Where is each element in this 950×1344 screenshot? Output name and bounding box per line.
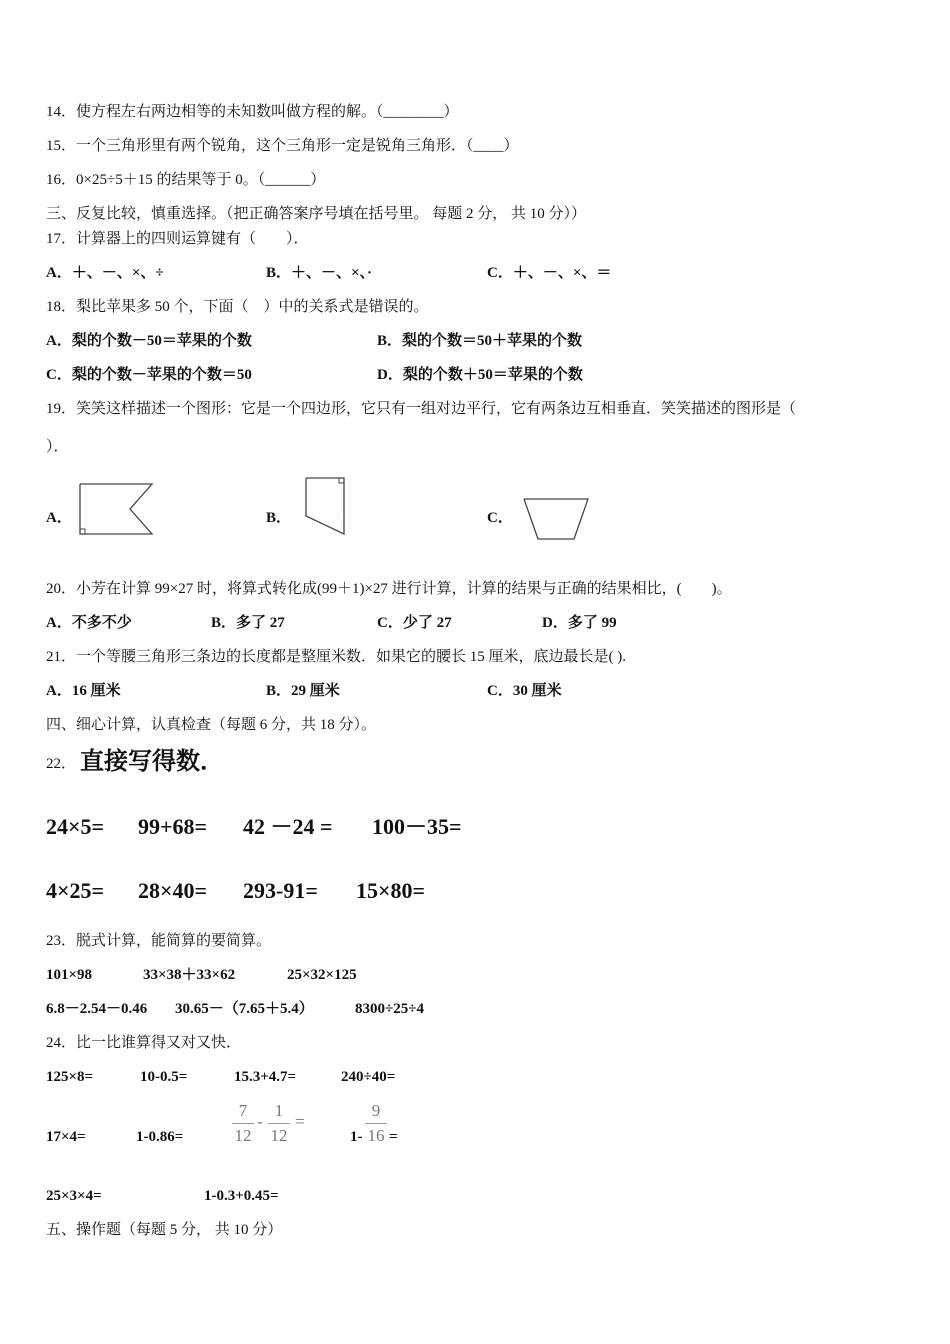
fraction <box>232 1101 254 1146</box>
denominator: 12 <box>270 1126 288 1145</box>
q19-option-a: A． <box>46 510 72 526</box>
calc-item: 25×3×4= <box>46 1188 102 1204</box>
calc-item: 10-0.5= <box>140 1069 188 1085</box>
fraction <box>268 1101 290 1146</box>
q21-option-a: A．16 厘米 <box>46 683 121 699</box>
calc-item: 4×25= <box>46 878 105 903</box>
question-19-stem-end: ）． <box>46 439 69 455</box>
denominator: 12 <box>234 1126 252 1145</box>
section-4-heading: 四、细心计算，认真检查（每题 6 分，共 18 分）。 <box>46 717 377 733</box>
q20-option-c: C．少了 27 <box>377 615 452 631</box>
question-23-stem: 23．脱式计算，能简算的要简算。 <box>46 933 272 949</box>
calc-item: 25×32×125 <box>287 967 357 983</box>
calc-item: 42 －24 = <box>243 814 333 839</box>
q17-option-c: C．＋、－、×、＝ <box>487 265 612 281</box>
question-17-stem: 17．计算器上的四则运算键有（ ）． <box>46 231 309 247</box>
shape-b-right-trapezoid-figure <box>302 476 350 538</box>
calc-prefix: 1- <box>350 1129 363 1145</box>
numerator: 9 <box>371 1101 381 1120</box>
calc-item: 1-0.86= <box>136 1129 184 1145</box>
section-3-heading: 三、反复比较，慎重选择。（把正确答案序号填在括号里。 每题 2 分， 共 10 分）） <box>46 206 587 222</box>
numerator: 1 <box>274 1101 284 1120</box>
equals-sign: = <box>295 1112 305 1131</box>
calc-item: 15×80= <box>356 878 426 903</box>
question-22-number: 22． <box>46 756 77 772</box>
q18-option-d: D．梨的个数＋50＝苹果的个数 <box>377 367 583 383</box>
question-24-stem: 24．比一比谁算得又对又快． <box>46 1035 242 1051</box>
q19-option-c: C． <box>487 510 513 526</box>
calc-item: 33×38＋33×62 <box>143 967 236 983</box>
calc-item: 28×40= <box>138 878 208 903</box>
q18-option-b: B．梨的个数＝50＋苹果的个数 <box>377 333 583 349</box>
calc-item: 99+68= <box>138 814 208 839</box>
q20-option-a: A．不多不少 <box>46 615 132 631</box>
calc-item: 6.8－2.54－0.46 <box>46 1001 148 1017</box>
q21-option-b: B．29 厘米 <box>266 683 340 699</box>
calc-item: 15.3+4.7= <box>234 1069 297 1085</box>
calc-item: 1-0.3+0.45= <box>204 1188 279 1204</box>
calc-item: 101×98 <box>46 967 93 983</box>
calc-item: 17×4= <box>46 1129 86 1145</box>
calc-item: 100－35= <box>372 814 462 839</box>
q20-option-b: B．多了 27 <box>211 615 285 631</box>
question-14: 14．使方程左右两边相等的未知数叫做方程的解。（________） <box>46 104 459 120</box>
minus-sign: - <box>257 1112 263 1131</box>
shape-c-trapezoid-figure <box>520 497 594 543</box>
q20-option-d: D．多了 99 <box>542 615 617 631</box>
section-5-heading: 五、操作题（每题 5 分， 共 10 分） <box>46 1222 283 1238</box>
calc-item: 293-91= <box>243 878 318 903</box>
question-21-stem: 21．一个等腰三角形三条边的长度都是整厘米数．如果它的腰长 15 厘米，底边最长是( ). <box>46 649 626 665</box>
shape-a-flag-figure <box>76 482 158 538</box>
question-18-stem: 18．梨比苹果多 50 个，下面（ ）中的关系式是错误的。 <box>46 299 429 315</box>
q17-option-b: B．＋、－、×、· <box>266 265 373 281</box>
calc-item: 240÷40= <box>341 1069 396 1085</box>
question-16: 16．0×25÷5＋15 的结果等于 0。（______） <box>46 172 326 188</box>
denominator: 16 <box>367 1126 385 1145</box>
equals-sign: = <box>389 1129 398 1145</box>
question-20-stem: 20．小芳在计算 99×27 时，将算式转化成(99＋1)×27 进行计算，计算的结果与正确的结果相比，( )。 <box>46 581 732 597</box>
numerator: 7 <box>238 1101 248 1120</box>
calc-item: 8300÷25÷4 <box>355 1001 424 1017</box>
question-15: 15．一个三角形里有两个锐角，这个三角形一定是锐角三角形．（____） <box>46 138 519 154</box>
calc-item: 125×8= <box>46 1069 94 1085</box>
question-19-stem: 19．笑笑这样描述一个图形：它是一个四边形，它只有一组对边平行，它有两条边互相垂直．笑笑描述的图形是（ <box>46 401 797 417</box>
q17-option-a: A．＋、－、×、÷ <box>46 265 164 281</box>
q19-option-b: B． <box>266 510 292 526</box>
fraction <box>365 1101 387 1146</box>
q21-option-c: C．30 厘米 <box>487 683 562 699</box>
question-22-title: 直接写得数． <box>80 749 224 775</box>
q18-option-c: C．梨的个数－苹果的个数＝50 <box>46 367 252 383</box>
calc-item: 24×5= <box>46 814 105 839</box>
calc-item: 30.65－（7.65＋5.4） <box>175 1001 314 1017</box>
q18-option-a: A．梨的个数－50＝苹果的个数 <box>46 333 252 349</box>
